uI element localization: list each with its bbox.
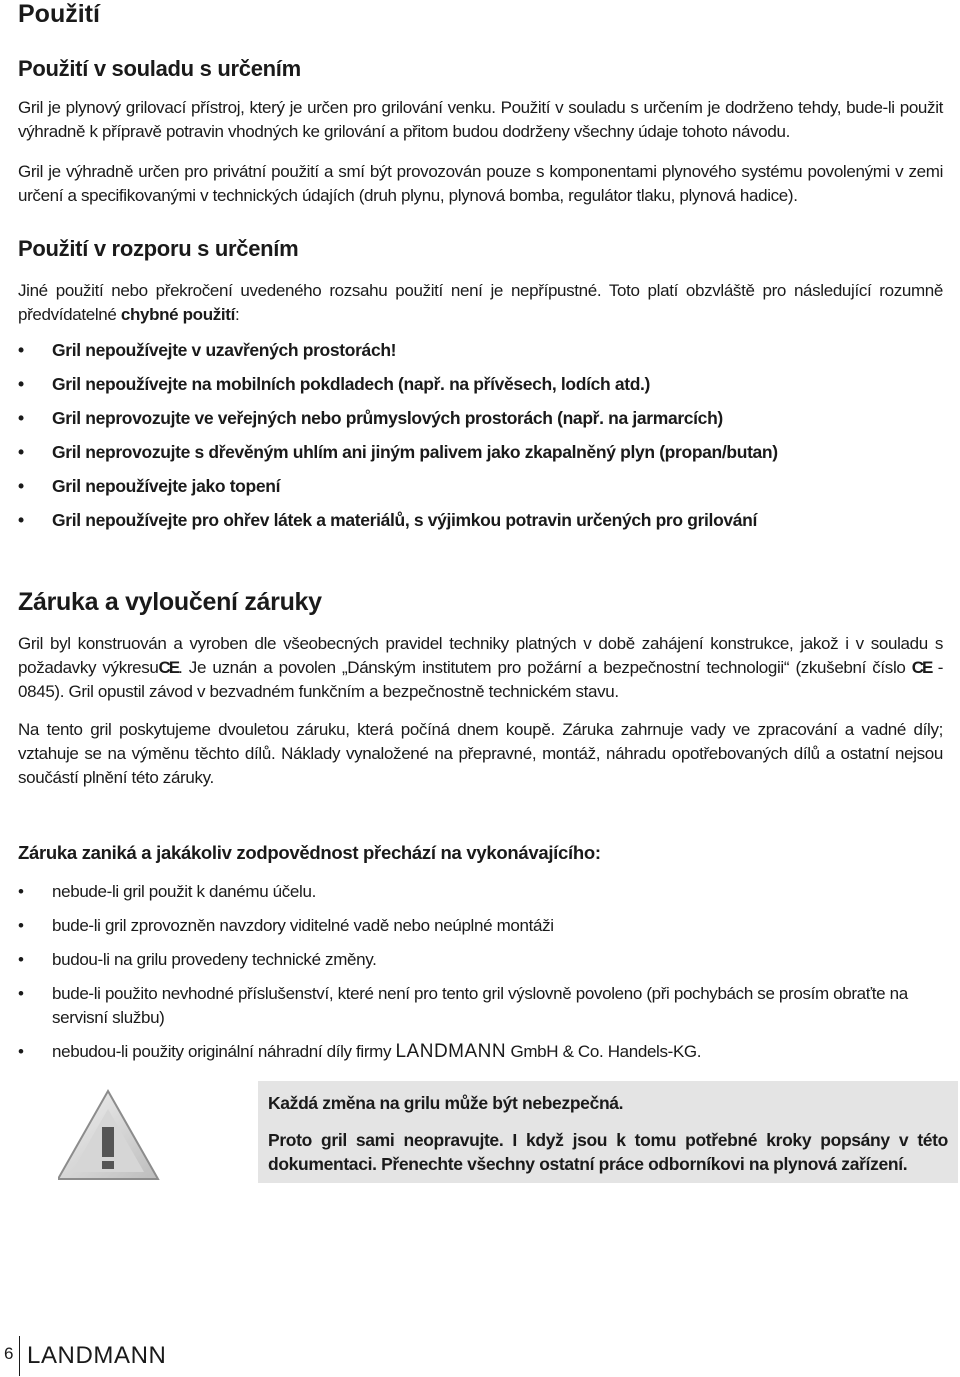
misuse-intro-colon: : [234, 305, 240, 324]
warranty-heading: Záruka a vyloučení záruky [18, 588, 322, 616]
warning-triangle-icon [58, 1081, 248, 1183]
warning-box [258, 1081, 958, 1183]
list-item: • Gril neprovozujte ve veřejných nebo průmyslových prostorách (např. na jarmarcích) [18, 406, 943, 430]
list-item: • Gril nepoužívejte v uzavřených prostorách! [18, 338, 943, 362]
intended-use-paragraph-1: Gril je plynový grilovací přístroj, který je určen pro grilování venku. Použití v souladu s určením je dodrženo tehdy, bude-li použit výhradně k přípravě potravin vhodných ke grilování a přitom budou dodrženy všechny údaje tohoto návodu. [18, 98, 943, 141]
list-item [18, 1040, 943, 1064]
page-number: 6 [4, 1344, 14, 1363]
misuse-intro-bold: chybné použití [120, 305, 235, 324]
misuse-intro [18, 279, 943, 327]
misuse-intro-text: Jiné použití nebo překročení uvedeného rozsahu použití není je nepřípustné. Toto platí obzvláště pro následující rozumně předvídatelné [18, 281, 943, 324]
intended-use-paragraph-2: Gril je výhradně určen pro privátní použití a smí být provozován pouze s komponentami plynového systému povolenými v zemi určení a specifikovanými v technických údajích (druh plynu, plynová bomba, regulátor tlaku, plynová hadice). [18, 162, 943, 205]
footer-divider [19, 1336, 20, 1376]
last-item-suffix: GmbH & Co. Handels-KG. [506, 1042, 702, 1061]
list-item: • budou-li na grilu provedeny technické změny. [18, 948, 943, 972]
ce-mark-icon: CE [158, 658, 179, 677]
warranty-void-list [18, 880, 943, 1064]
warranty-paragraph-1 [18, 632, 943, 704]
ce-mark-icon: CE [911, 658, 932, 677]
list-item: • Gril neprovozujte s dřevěným uhlím ani jiným palivem jako zkapalněný plyn (propan/butan) [18, 440, 943, 464]
footer-brand-logo: LANDMANN [27, 1342, 167, 1369]
last-item-text: nebudou-li použity originální náhradní díly firmy [52, 1042, 396, 1061]
misuse-heading: Použití v rozporu s určením [18, 236, 299, 261]
warning-line-2: Proto gril sami neopravujte. I když jsou k tomu potřebné kroky popsány v této dokumentaci. Přenechte všechny ostatní práce odborníkovi na plynová zařízení. [268, 1130, 948, 1174]
warranty-text-c: - 0845). Gril opustil závod v bezvadném funkčním a bezpečnostně technickém stavu. [18, 658, 943, 701]
list-item: • Gril nepoužívejte jako topení [18, 474, 943, 498]
warranty-paragraph-2: Na tento gril poskytujeme dvouletou záruku, která počíná dnem koupě. Záruka zahrnuje vady ve zpracování a vadné díly; vztahuje se na výměnu těchto dílů. Náklady vynaložené na přepravné, montáž, náhradu opotřebovaných dílů a ostatní nejsou součástí plnění této záruky. [18, 720, 943, 787]
list-item: • Gril nepoužívejte pro ohřev látek a materiálů, s výjimkou potravin určených pro grilování [18, 508, 943, 532]
intended-use-heading: Použití v souladu s určením [18, 56, 301, 81]
warning-line-1: Každá změna na grilu může být nebezpečná. [268, 1093, 624, 1113]
warranty-text-a: Gril byl konstruován a vyroben dle všeobecných pravidel techniky platných v době zahájení konstrukce, jakož i v souladu s požadavky výkresu [18, 634, 943, 677]
misuse-list [18, 338, 943, 532]
list-item: • bude-li gril zprovozněn navzdory viditelné vadě nebo neúplné montáži [18, 914, 943, 938]
list-item: • Gril nepoužívejte na mobilních pokdladech (např. na přívěsech, lodích atd.) [18, 372, 943, 396]
warning-icon-area [58, 1081, 248, 1183]
list-item: • bude-li použito nevhodné příslušenství, které není pro tento gril výslovně povoleno (při pochybách se prosím obraťte na servisní službu) [18, 982, 943, 1030]
list-item: • nebude-li gril použit k danému účelu. [18, 880, 943, 904]
section-title: Použití [18, 0, 100, 28]
landmann-logo-inline: LANDMANN [395, 1041, 507, 1062]
warranty-void-heading: Záruka zaniká a jakákoliv zodpovědnost přechází na vykonávajícího: [18, 842, 601, 863]
warranty-text-b: . Je uznán a povolen „Dánským institutem pro požární a bezpečnostní technologii“ (zkušební číslo [178, 658, 912, 677]
